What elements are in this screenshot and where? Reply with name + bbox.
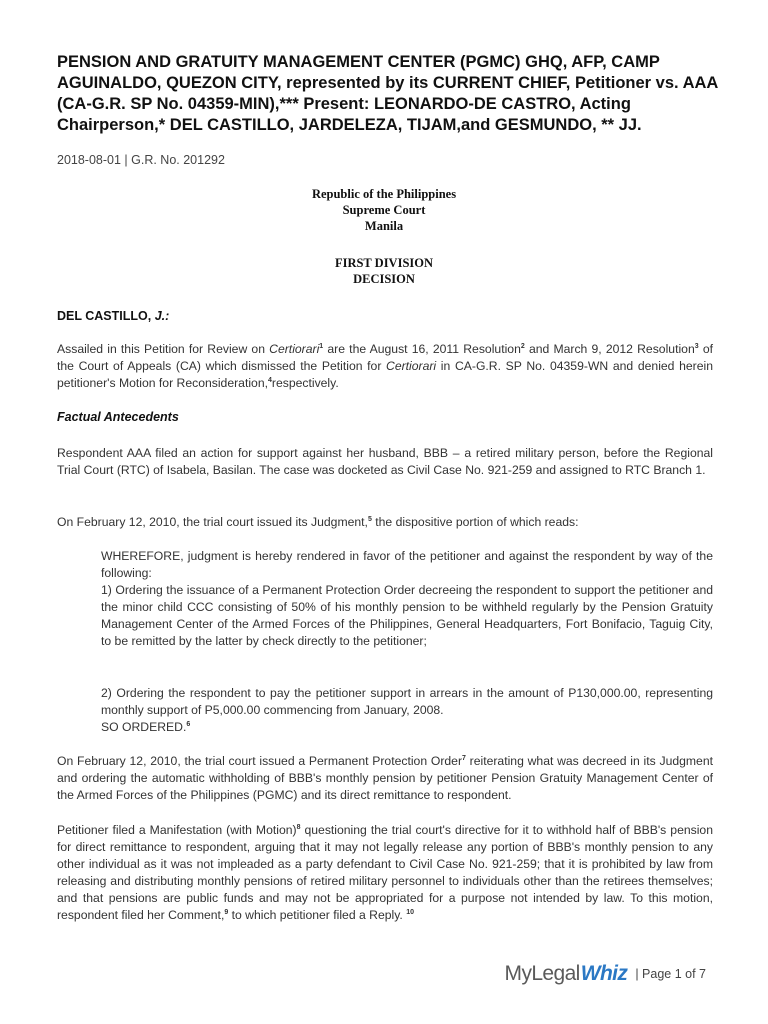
p5-text-e: to which petitioner filed a Reply. [228, 908, 407, 922]
quote-so-ordered [101, 719, 713, 736]
ponente-title: J.: [154, 309, 170, 323]
page-number: | Page 1 of 7 [635, 967, 706, 981]
p1-certiorari-2: Certiorari [386, 359, 437, 373]
p4-text-a: On February 12, 2010, the trial court issued a Permanent Protection Order [57, 754, 463, 768]
p1-text-a: Assailed in this Petition for Review on [57, 342, 270, 356]
footnote-ref-1: 1 [319, 342, 324, 350]
footnote-ref-9: 9 [224, 908, 229, 916]
paragraph-4 [57, 753, 713, 804]
footnote-ref-7: 7 [462, 754, 466, 762]
court-line-supreme: Supreme Court [342, 203, 426, 217]
court-header [0, 186, 768, 234]
p5-text-c: questioning the trial court's directive for it to withhold half of BBB's pension for direct remittance to respondent, arguing that it may not legally release any portion of BBB's monthly pension to any other individual as it was not impleaded as a party defendant to Civil Case No. 921-259; that it is prohibited by law from releasing and distributing monthly pensions of retired military personnel to individuals other than the retirees themselves; and that pensions are public funds and may not be appropriated for a purpose not intended by law. To this motion, respondent filed her Comment, [57, 823, 713, 922]
quote-item-2: 2) Ordering the respondent to pay the petitioner support in arrears in the amount of P130,000.00, representing monthly support of P5,000.00 commencing from January, 2008. [101, 686, 713, 717]
footnote-ref-6: 6 [186, 720, 191, 728]
court-line-republic: Republic of the Philippines [311, 187, 457, 201]
p3-text-a: On February 12, 2010, the trial court issued its Judgment, [57, 515, 368, 529]
page-footer [505, 963, 706, 985]
p3-text-c: the dispositive portion of which reads: [371, 515, 579, 529]
p1-text-l: respectively. [271, 376, 339, 390]
p1-text-j: in CA-G.R. SP No. 04359-WN and denied herein petitioner's Motion for Reconsideration, [57, 359, 713, 390]
footnote-ref-2: 2 [520, 342, 525, 350]
paragraph-5 [57, 822, 713, 924]
paragraph-2: Respondent AAA filed an action for support against her husband, BBB – a retired military person, before the Regional Trial Court (RTC) of Isabela, Basilan. The case was docketed as Civil Case No. 921-259 and assigned to RTC Branch 1. [57, 446, 713, 477]
p4-text-c: reiterating what was decreed in its Judgment and ordering the automatic withholding of BBB's monthly pension by petitioner Pension Gratuity Management Center of the Armed Forces of the Philippines (PGMC) and its direct remittance to respondent. [57, 754, 713, 802]
logo-text-mylegal: MyLegal [504, 962, 580, 985]
document-meta: 2018-08-01 | G.R. No. 201292 [57, 153, 225, 167]
section-heading-factual: Factual Antecedents [57, 410, 179, 424]
quote-item-1: 1) Ordering the issuance of a Permanent Protection Order decreeing the respondent to support the petitioner and the minor child CCC consisting of 50% of his monthly pension to be withheld regularly by the Pension Gratuity Management Center of the Armed Forces of the Philippines, General Headquarters, Fort Bonifacio, Taguig City, to be remitted by the latter by check directly to the petitioner; [101, 583, 713, 648]
document-title: PENSION AND GRATUITY MANAGEMENT CENTER (PGMC) GHQ, AFP, CAMP AGUINALDO, QUEZON CITY, represented by its CURRENT CHIEF, Petitioner vs. AAA (CA-G.R. SP No. 04359-MIN),*** Present: LEONARDO-DE CASTRO, Acting Chairperson,* DEL CASTILLO, JARDELEZA, TIJAM,and GESMUNDO, ** JJ. [57, 53, 718, 134]
footnote-ref-3: 3 [694, 342, 699, 350]
footnote-ref-4: 4 [267, 376, 272, 384]
p1-text-d: are the August 16, 2011 Resolution [323, 342, 521, 356]
footnote-ref-8: 8 [296, 823, 301, 831]
paragraph-3 [57, 514, 713, 531]
footnote-ref-10: 10 [406, 908, 414, 916]
so-ordered-text: SO ORDERED. [101, 720, 187, 734]
logo-text-whiz: Whiz [580, 962, 628, 985]
quote-wherefore: WHEREFORE, judgment is hereby rendered in favor of the petitioner and against the respondent by way of the following: [101, 549, 713, 580]
mylegalwhiz-logo[interactable] [505, 962, 628, 986]
ponente-name: DEL CASTILLO, [57, 309, 155, 323]
division-name: FIRST DIVISION [334, 256, 434, 270]
p5-text-a: Petitioner filed a Manifestation (with Motion) [57, 823, 297, 837]
p1-text-f: and March 9, 2012 Resolution [524, 342, 695, 356]
division-header [0, 255, 768, 287]
footnote-ref-5: 5 [367, 515, 372, 523]
court-line-manila: Manila [364, 219, 404, 233]
p1-certiorari: Certiorari [269, 342, 320, 356]
p1-text-h: of the Court of Appeals (CA) which dismissed the Petition for [57, 342, 713, 373]
paragraph-1 [57, 341, 713, 392]
decision-label: DECISION [353, 272, 415, 286]
ponente [57, 309, 169, 323]
